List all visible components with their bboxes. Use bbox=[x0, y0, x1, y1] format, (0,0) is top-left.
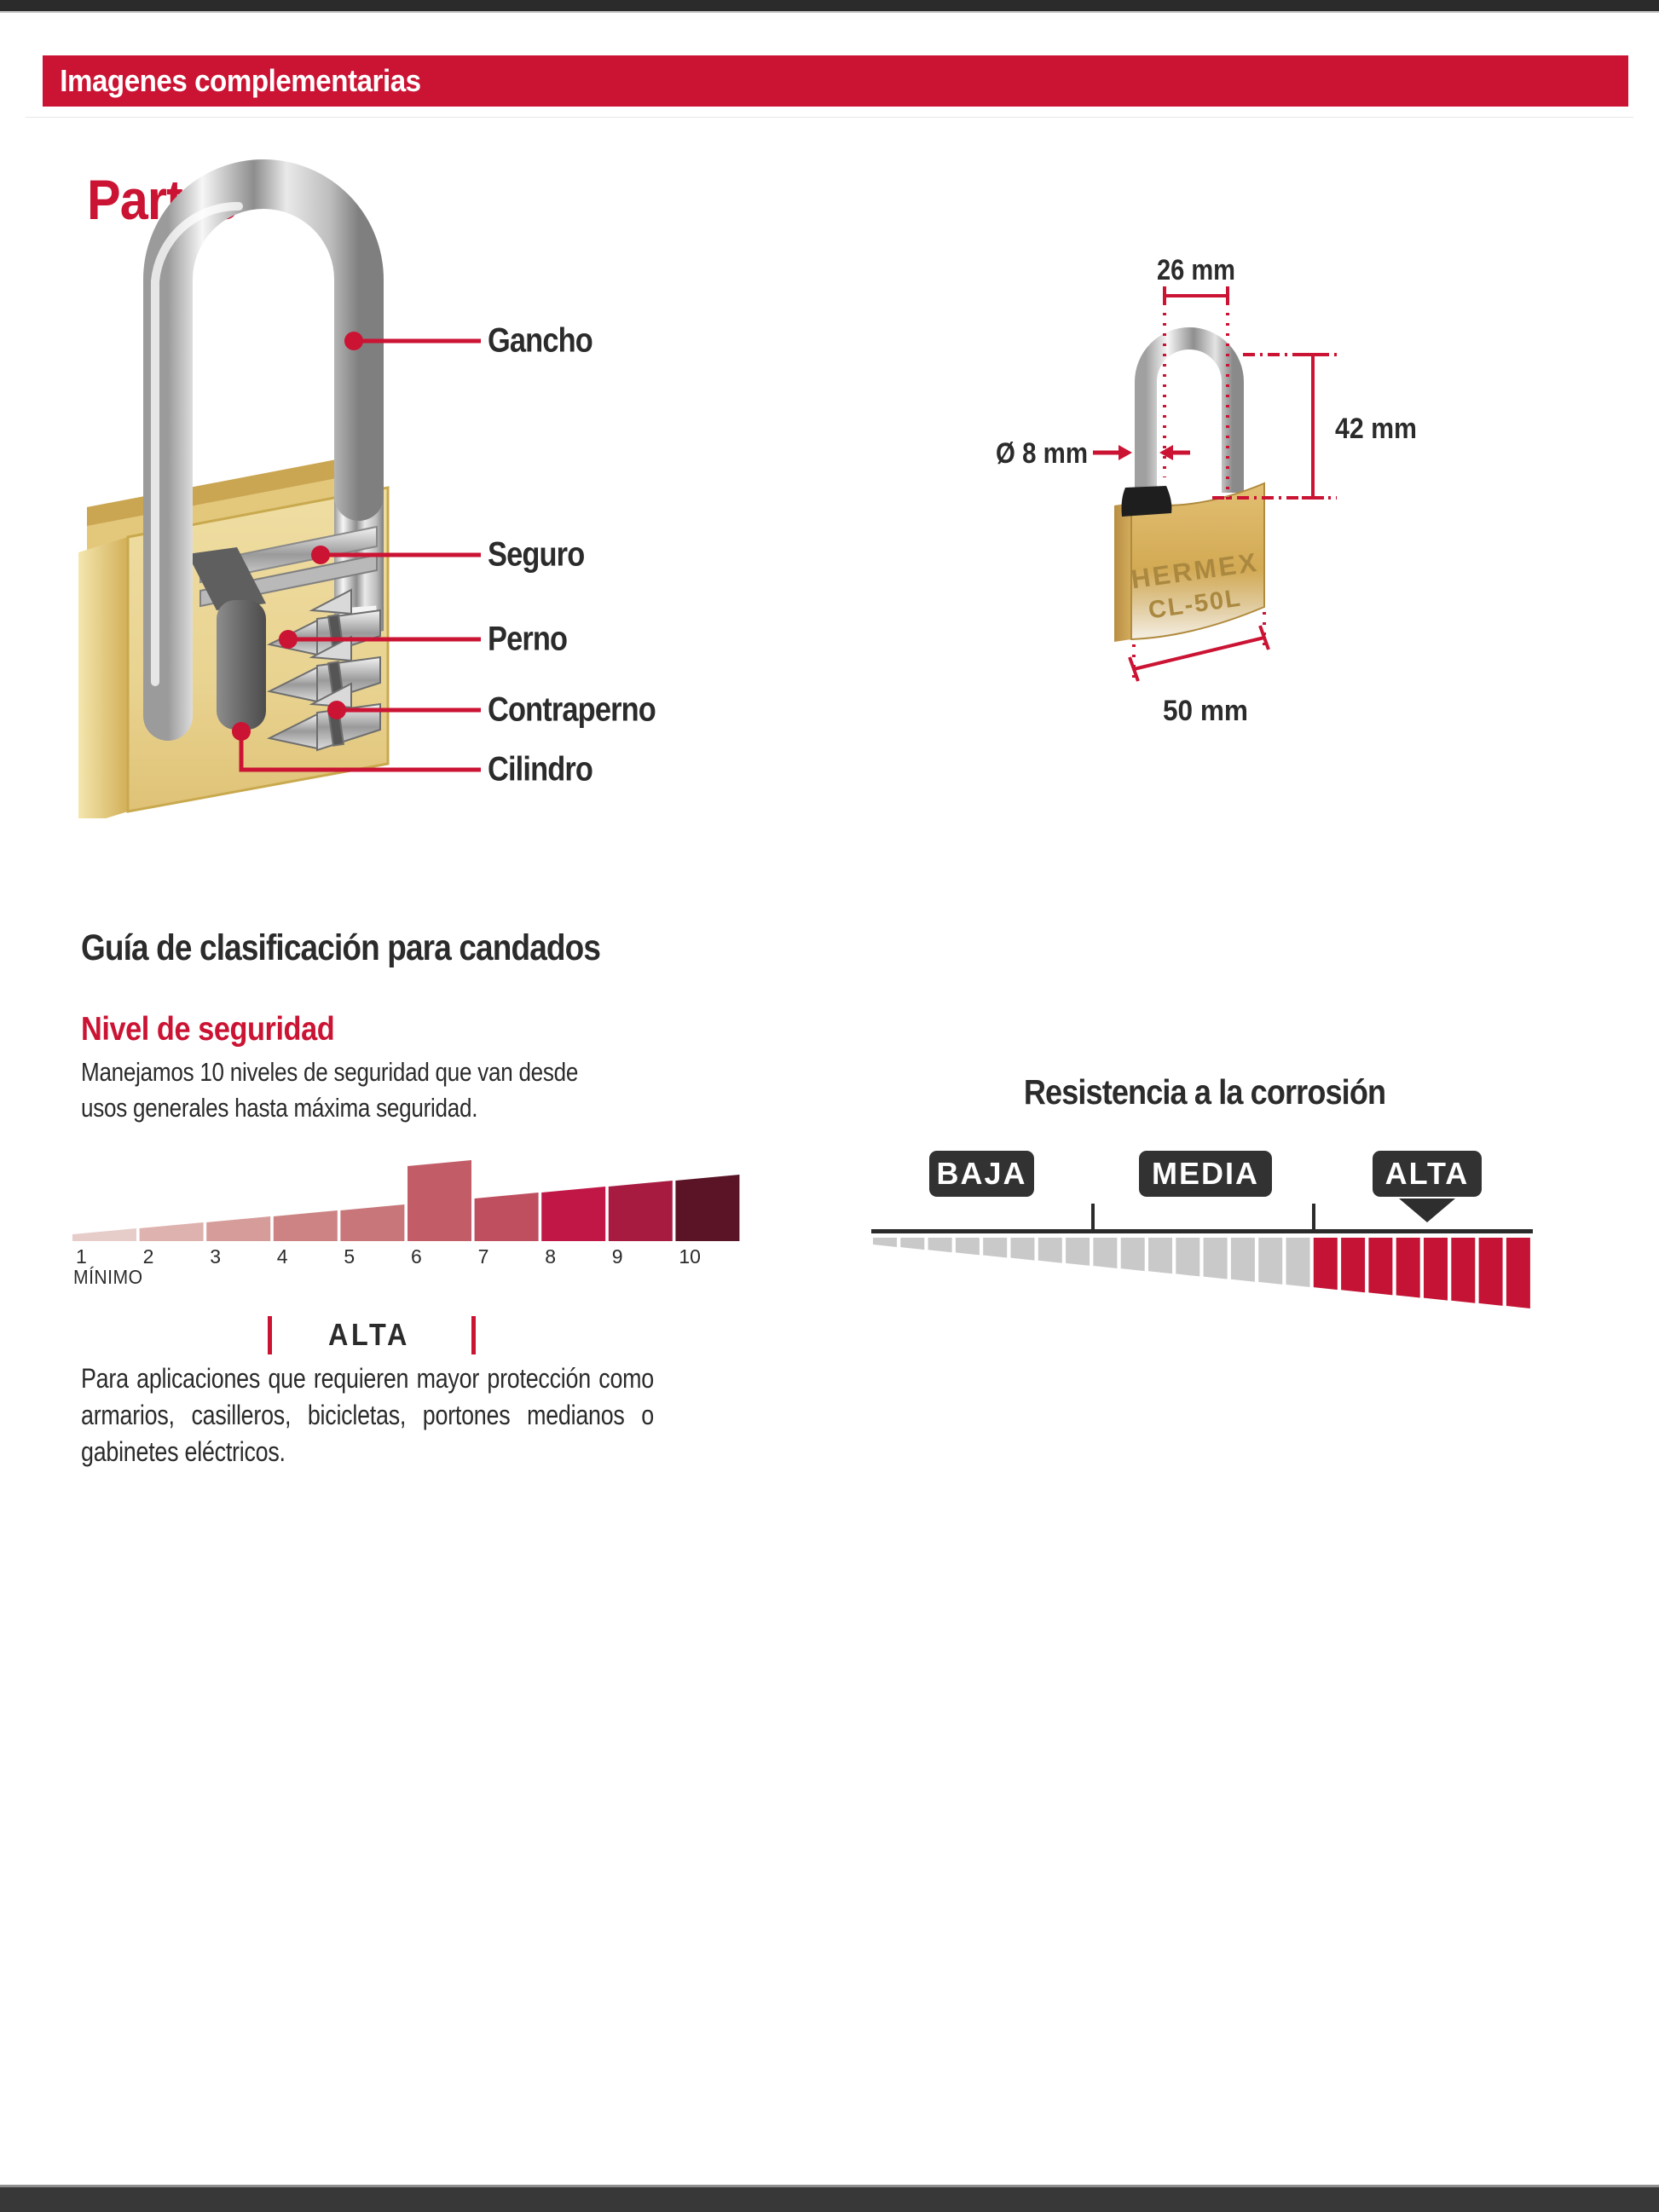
corrosion-seg-7-baja bbox=[1038, 1238, 1062, 1263]
dim-diameter-label: Ø 8 mm bbox=[996, 437, 1088, 470]
corrosion-seg-14-media bbox=[1231, 1238, 1255, 1282]
brand-engraving: HERMEX bbox=[1129, 546, 1261, 595]
security-tick-1: 1 bbox=[76, 1245, 87, 1268]
corrosion-title: Resistencia a la corrosión bbox=[1023, 1072, 1386, 1112]
dim-50mm-label: 50 mm bbox=[1163, 695, 1248, 727]
corrosion-seg-6-baja bbox=[1011, 1238, 1035, 1261]
corrosion-seg-5-baja bbox=[983, 1238, 1007, 1258]
corrosion-seg-19-alta bbox=[1368, 1238, 1392, 1295]
corrosion-seg-1-baja bbox=[873, 1238, 897, 1247]
corrosion-tick-1 bbox=[1091, 1204, 1095, 1233]
security-tick-6: 6 bbox=[411, 1245, 422, 1268]
corrosion-badge-alta: ALTA bbox=[1373, 1151, 1482, 1197]
guide-title: Guía de clasificación para candados bbox=[81, 927, 601, 968]
corrosion-tick-2 bbox=[1312, 1204, 1315, 1233]
security-bar-10 bbox=[675, 1175, 739, 1241]
callout-seguro: Seguro bbox=[488, 535, 585, 574]
corrosion-seg-21-alta bbox=[1424, 1238, 1448, 1301]
corrosion-seg-8-baja bbox=[1066, 1238, 1090, 1266]
security-min-label: MÍNIMO bbox=[73, 1266, 143, 1288]
security-tick-10: 10 bbox=[679, 1245, 701, 1268]
corrosion-seg-17-alta bbox=[1314, 1238, 1338, 1290]
security-bar-8 bbox=[541, 1187, 605, 1241]
corrosion-badge-media: MEDIA bbox=[1139, 1151, 1272, 1197]
padlock-dimension-figure bbox=[963, 222, 1526, 750]
security-bar-4 bbox=[274, 1210, 338, 1241]
security-level-chart bbox=[68, 1142, 742, 1270]
security-intro: Manejamos 10 niveles de seguridad que van desde usos generales hasta máxima seguridad. bbox=[81, 1057, 579, 1123]
security-tick-3: 3 bbox=[210, 1245, 221, 1268]
security-bar-6 bbox=[408, 1160, 471, 1241]
corrosion-seg-13-media bbox=[1204, 1238, 1228, 1279]
corrosion-seg-23-alta bbox=[1479, 1238, 1503, 1306]
dim-shackle bbox=[1146, 338, 1233, 503]
security-note: Para aplicaciones que requieren mayor protección como armarios, casilleros, bicicletas, portones medianos o gabinetes eléctricos. bbox=[81, 1363, 654, 1467]
security-bar-2 bbox=[140, 1222, 204, 1241]
corrosion-seg-16-media bbox=[1286, 1238, 1310, 1287]
corrosion-seg-11-media bbox=[1148, 1238, 1172, 1273]
security-tick-7: 7 bbox=[477, 1245, 489, 1268]
range-marker-left bbox=[268, 1316, 272, 1354]
security-bar-3 bbox=[206, 1216, 270, 1241]
security-tick-4: 4 bbox=[276, 1245, 288, 1268]
security-bar-5 bbox=[340, 1204, 404, 1241]
security-bar-7 bbox=[475, 1193, 539, 1241]
callout-contraperno: Contraperno bbox=[488, 690, 656, 729]
corrosion-badge-baja: BAJA bbox=[929, 1151, 1034, 1197]
corrosion-resistance-chart bbox=[870, 1193, 1543, 1313]
corrosion-seg-9-media bbox=[1093, 1238, 1117, 1268]
dim-26mm bbox=[1165, 286, 1228, 503]
security-tick-9: 9 bbox=[611, 1245, 623, 1268]
partes-title: Partes bbox=[87, 168, 238, 231]
dim-26mm-label: 26 mm bbox=[1157, 254, 1235, 286]
security-range-label: ALTA bbox=[328, 1317, 410, 1352]
corrosion-seg-24-alta bbox=[1506, 1238, 1530, 1308]
model-engraving: CL-50L bbox=[1147, 584, 1244, 625]
range-marker-right bbox=[471, 1316, 476, 1354]
corrosion-seg-2-baja bbox=[900, 1238, 924, 1250]
corrosion-seg-15-media bbox=[1258, 1238, 1282, 1285]
top-bar bbox=[0, 0, 1659, 13]
security-tick-8: 8 bbox=[545, 1245, 556, 1268]
corrosion-seg-20-alta bbox=[1396, 1238, 1420, 1297]
section-banner bbox=[43, 55, 1628, 107]
corrosion-seg-18-alta bbox=[1341, 1238, 1365, 1292]
callout-gancho: Gancho bbox=[488, 321, 592, 360]
callout-cilindro: Cilindro bbox=[488, 750, 593, 788]
security-bar-1 bbox=[72, 1228, 136, 1241]
corrosion-seg-12-media bbox=[1176, 1238, 1199, 1276]
callout-perno: Perno bbox=[488, 620, 568, 658]
corrosion-axis bbox=[871, 1229, 1533, 1233]
security-tick-5: 5 bbox=[344, 1245, 356, 1268]
banner-divider bbox=[26, 117, 1633, 118]
corrosion-seg-10-media bbox=[1121, 1238, 1145, 1271]
corrosion-seg-22-alta bbox=[1451, 1238, 1475, 1303]
dim-42mm-label: 42 mm bbox=[1335, 413, 1417, 445]
corrosion-seg-4-baja bbox=[956, 1238, 980, 1255]
security-bar-9 bbox=[609, 1181, 673, 1241]
bottom-bar bbox=[0, 2187, 1659, 2212]
security-tick-2: 2 bbox=[142, 1245, 154, 1268]
corrosion-seg-3-baja bbox=[928, 1238, 952, 1252]
security-heading: Nivel de seguridad bbox=[81, 1011, 335, 1048]
section-banner-title: Imagenes complementarias bbox=[60, 63, 421, 98]
shackle-bumper bbox=[1122, 486, 1172, 517]
